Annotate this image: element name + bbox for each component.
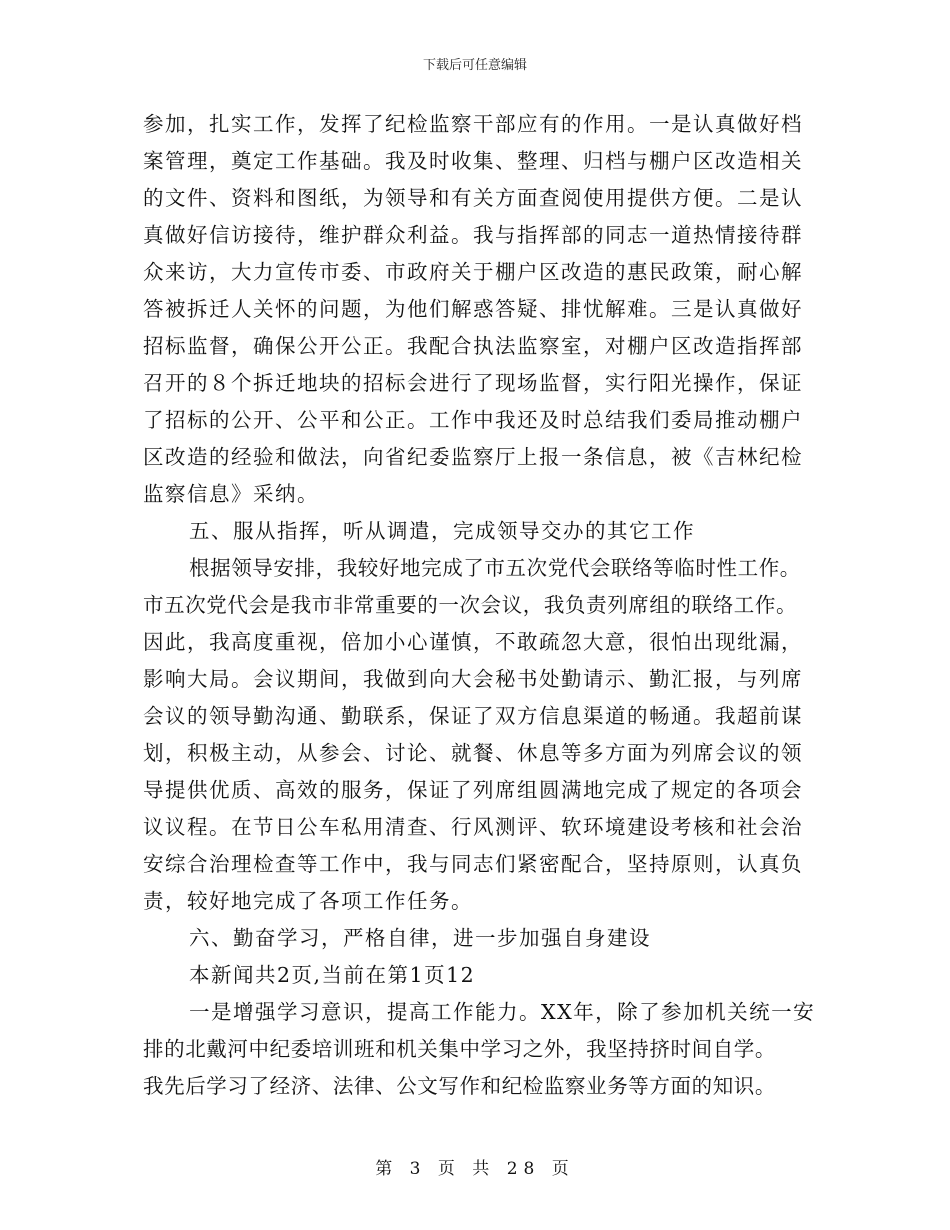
text-line: 因此，我高度重视，倍加小心谨慎，不敢疏忽大意，很怕出现纰漏， bbox=[143, 630, 803, 654]
text-line: 案管理，奠定工作基础。我及时收集、整理、归档与棚户区改造相关 bbox=[143, 149, 803, 173]
text-line: 一是增强学习意识，提高工作能力。XX年，除了参加机关统一安 bbox=[189, 1000, 816, 1024]
text-line: 六、勤奋学习，严格自律，进一步加强自身建设 bbox=[189, 926, 651, 950]
text-line: 导提供优质、高效的服务，保证了列席组圆满地完成了规定的各项会 bbox=[143, 778, 803, 802]
text-line: 答被拆迁人关怀的问题，为他们解惑答疑、排忧解难。三是认真做好 bbox=[143, 297, 803, 321]
text-line: 众来访，大力宣传市委、市政府关于棚户区改造的惠民政策，耐心解 bbox=[143, 260, 803, 284]
page-footer: 第 3 页 共 28 页 bbox=[375, 1159, 575, 1179]
text-line: 市五次党代会是我市非常重要的一次会议，我负责列席组的联络工作。 bbox=[143, 593, 798, 617]
text-line: 五、服从指挥，听从调遣，完成领导交办的其它工作 bbox=[189, 519, 695, 543]
text-line: 招标监督，确保公开公正。我配合执法监察室，对棚户区改造指挥部 bbox=[143, 334, 803, 358]
text-line: 了招标的公开、公平和公正。工作中我还及时总结我们委局推动棚户 bbox=[143, 408, 803, 432]
text-line: 影响大局。会议期间，我做到向大会秘书处勤请示、勤汇报，与列席 bbox=[143, 667, 803, 691]
text-line: 根据领导安排，我较好地完成了市五次党代会联络等临时性工作。 bbox=[189, 556, 801, 580]
text-line: 我先后学习了经济、法律、公文写作和纪检监察业务等方面的知识。 bbox=[143, 1074, 776, 1098]
text-line: 排的北戴河中纪委培训班和机关集中学习之外，我坚持挤时间自学。 bbox=[143, 1037, 776, 1061]
page-header: 下载后可任意编辑 bbox=[422, 58, 527, 73]
text-line: 监察信息》采纳。 bbox=[143, 482, 319, 506]
text-line: 责，较好地完成了各项工作任务。 bbox=[143, 889, 473, 913]
text-line: 安综合治理检查等工作中，我与同志们紧密配合，坚持原则，认真负 bbox=[143, 852, 803, 876]
document-body bbox=[143, 106, 816, 1105]
text-line: 参加，扎实工作，发挥了纪检监察干部应有的作用。一是认真做好档 bbox=[143, 112, 803, 136]
text-line: 本新闻共2页,当前在第1页12 bbox=[189, 963, 476, 987]
text-line: 区改造的经验和做法，向省纪委监察厅上报一条信息，被《吉林纪检 bbox=[143, 445, 803, 469]
text-line: 的文件、资料和图纸，为领导和有关方面查阅使用提供方便。二是认 bbox=[143, 186, 803, 210]
text-line: 召开的８个拆迁地块的招标会进行了现场监督，实行阳光操作，保证 bbox=[143, 371, 803, 395]
text-line: 真做好信访接待，维护群众利益。我与指挥部的同志一道热情接待群 bbox=[143, 223, 803, 247]
text-line: 议议程。在节日公车私用清查、行风测评、软环境建设考核和社会治 bbox=[143, 815, 803, 839]
text-line: 划，积极主动，从参会、讨论、就餐、休息等多方面为列席会议的领 bbox=[143, 741, 803, 765]
text-line: 会议的领导勤沟通、勤联系，保证了双方信息渠道的畅通。我超前谋 bbox=[143, 704, 803, 728]
